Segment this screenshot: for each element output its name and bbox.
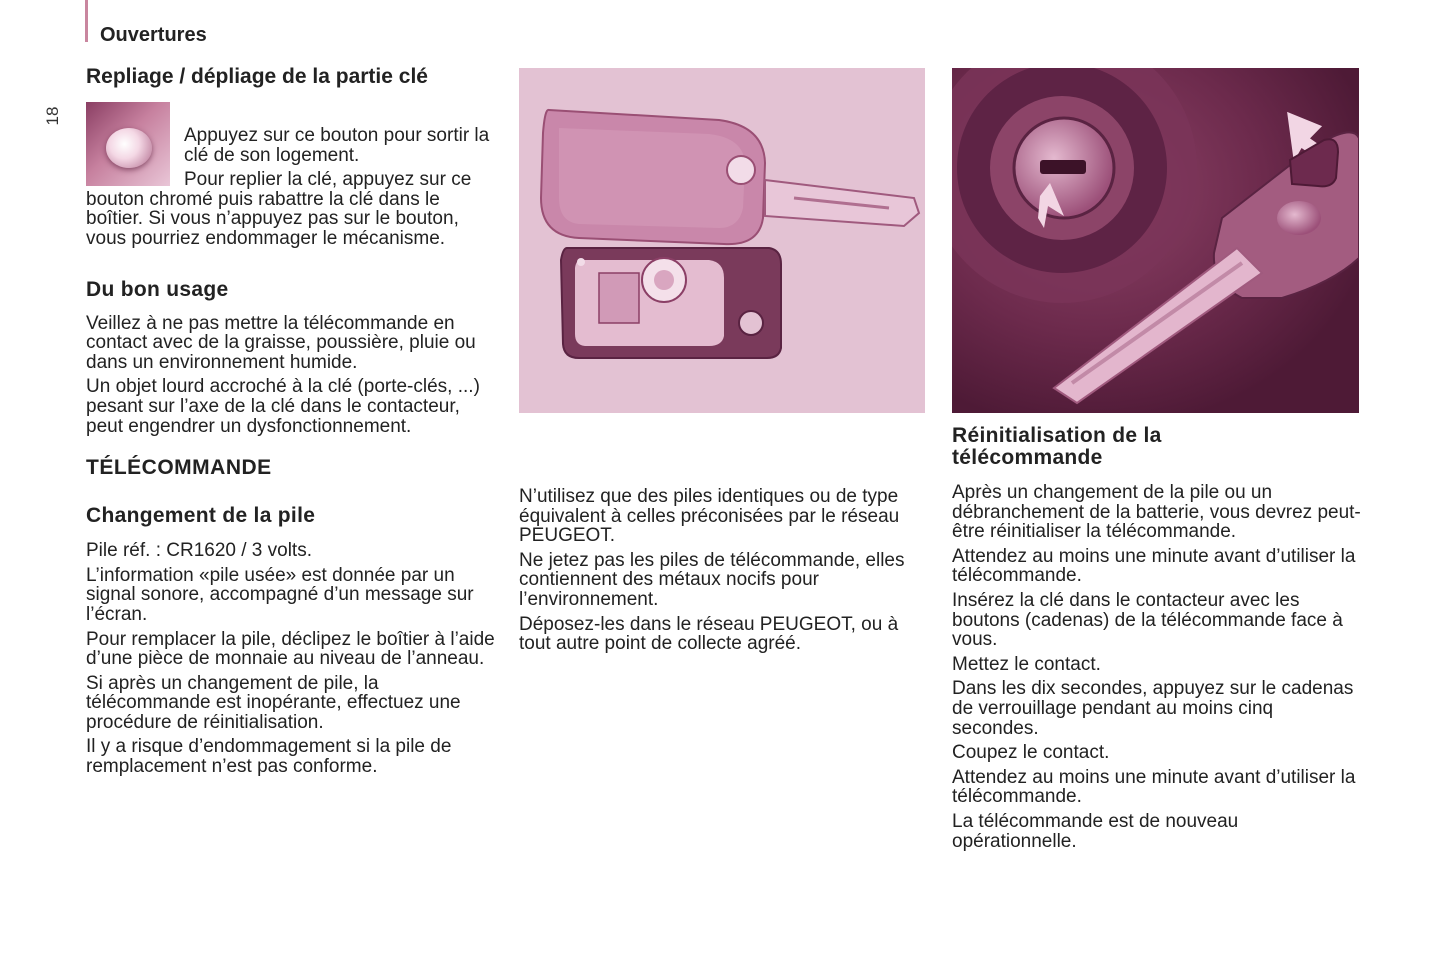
battery-paragraph: Si après un changement de pile, la télécommande est inopérante, effectuez une procédure de réinitialisation. [86,672,461,733]
page-number: 18 [43,106,62,126]
battery-paragraph: Pour remplacer la pile, déclipez le boîtier à l’aide d’une pièce de monnaie au niveau de l’anneau. [86,628,495,670]
opened-key-fob-battery-photo [519,68,925,413]
heading-remote: TÉLÉCOMMANDE [86,456,272,480]
fold-paragraph: Pour replier la clé, appuyez sur ce bouton chromé puis rabattre la clé dans le boîtier. Si vous n’appuyez pas sur le bouton, vous pourriez endommager le mécanisme. [86,169,472,249]
reset-paragraph: Mettez le contact. [952,653,1101,675]
battery-paragraph: Pile réf. : CR1620 / 3 volts. [86,540,312,562]
battery-paragraph: Il y a risque d’endommagement si la pile de remplacement n’est pas conforme. [86,736,452,778]
heading-usage: Du bon usage [86,277,229,301]
section-title: Ouvertures [100,24,207,46]
battery-disposal-paragraph: Déposez-les dans le réseau PEUGEOT, ou à tout autre point de collecte agréé. [519,613,899,655]
reset-paragraph: Attendez au moins une minute avant d’utiliser la télécommande. [952,545,1356,587]
key-release-button-photo [86,102,170,186]
battery-paragraph: L’information «pile usée» est donnée par un signal sonore, accompagné d’un message sur l’écran. [86,564,474,625]
column-middle [519,487,929,659]
reset-paragraph: Attendez au moins une minute avant d’utiliser la télécommande. [952,766,1356,808]
reset-paragraph: Insérez la clé dans le contacteur avec les boutons (cadenas) de la télécommande face à vous. [952,589,1343,651]
reset-paragraph: La télécommande est de nouveau opérationnelle. [952,810,1239,852]
reset-paragraph: Coupez le contact. [952,742,1110,764]
reset-paragraph: Après un changement de la pile ou un débranchement de la batterie, vous devrez peut-être réinitialiser la télécommande. [952,482,1361,543]
heading-battery: Changement de la pile [86,504,316,528]
column-right [952,425,1362,856]
fold-paragraph: Appuyez sur ce bouton pour sortir la clé de son logement. [184,125,490,166]
battery-disposal-paragraph: N’utilisez que des piles identiques ou de type équivalent à celles préconisées par le réseau PEUGEOT. [519,486,900,547]
usage-paragraph: Veillez à ne pas mettre la télécommande en contact avec de la graisse, poussière, pluie ou dans un environnement humide. [86,312,476,373]
heading-reset: Réinitialisation de la télécommande [952,424,1162,469]
column-left [86,64,496,782]
reset-paragraph: Dans les dix secondes, appuyez sur le cadenas de verrouillage pendant au moins cinq secondes. [952,678,1354,739]
chrome-button-icon [106,128,152,168]
heading-fold: Repliage / dépliage de la partie clé [86,65,428,88]
section-rule [85,0,88,42]
battery-disposal-paragraph: Ne jetez pas les piles de télécommande, elles contiennent des métaux nocifs pour l’environnement. [519,549,905,610]
ignition-switch-key-photo [952,68,1359,413]
usage-paragraph: Un objet lourd accroché à la clé (porte-clés, ...) pesant sur l’axe de la clé dans le contacteur, peut engendrer un dysfonctionnement. [86,376,480,437]
